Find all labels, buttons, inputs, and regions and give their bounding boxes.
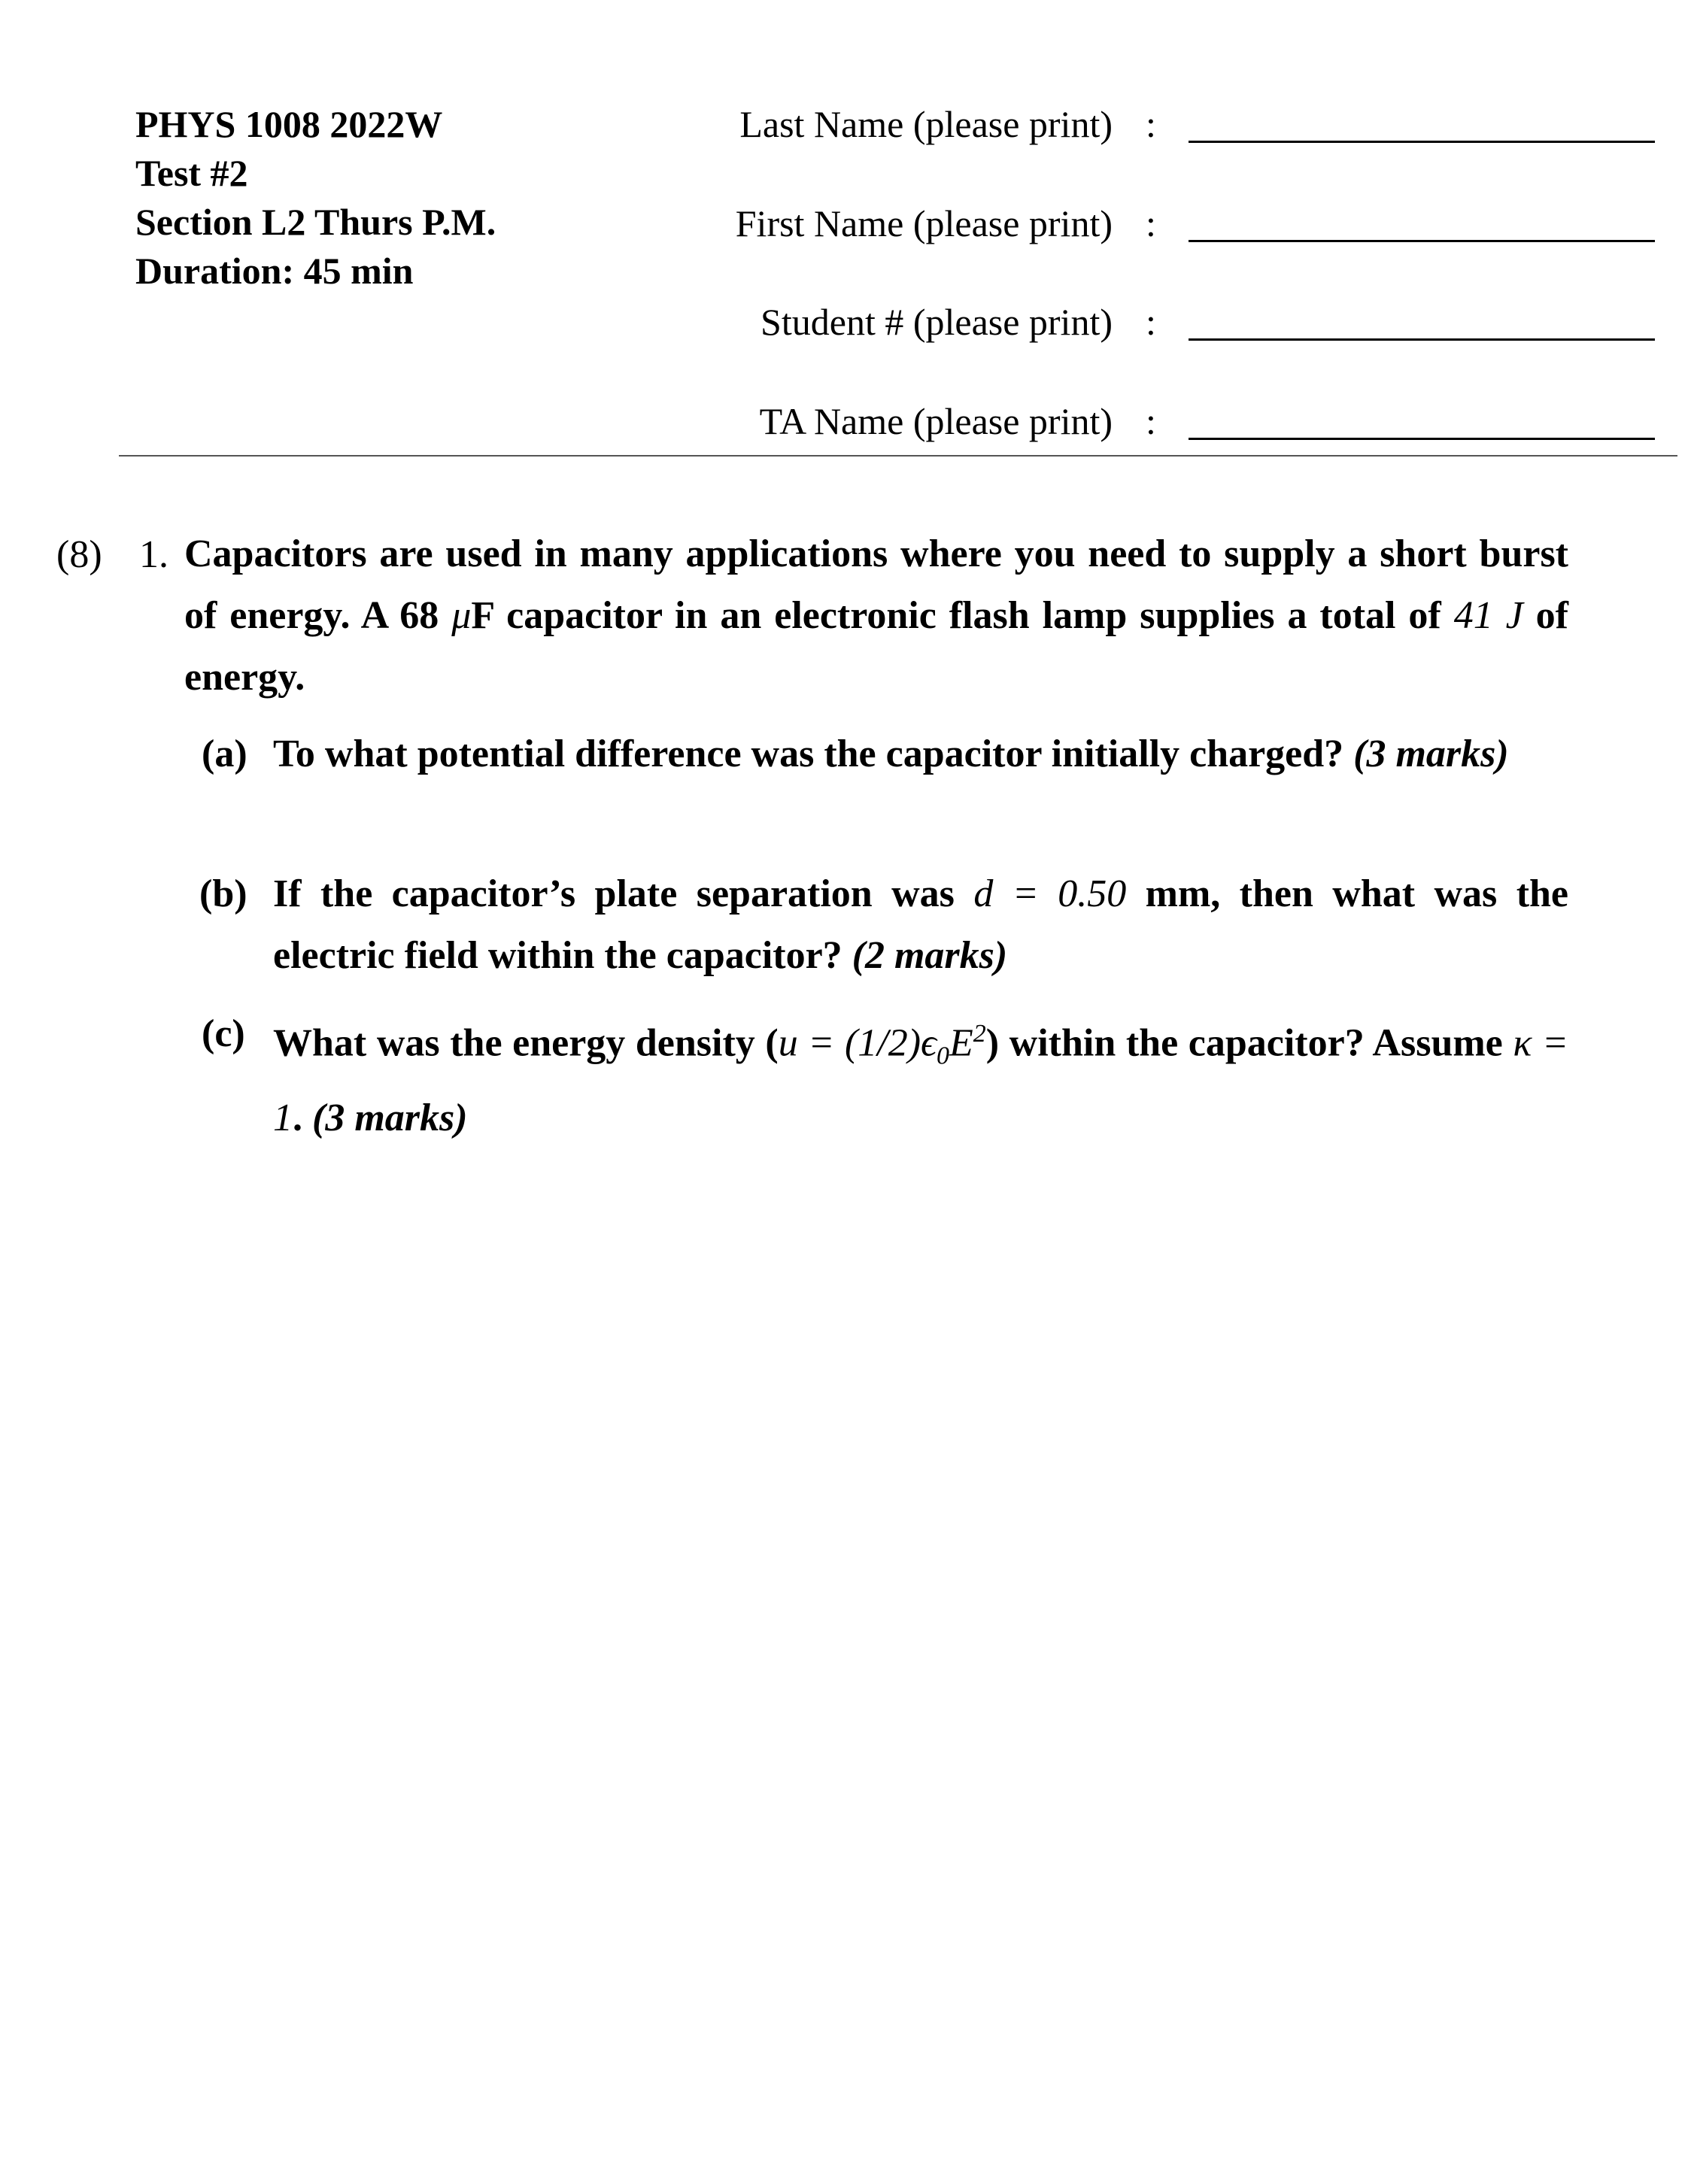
part-c-exponent: 2	[973, 1020, 986, 1048]
student-number-colon: :	[1146, 301, 1156, 343]
question-text	[184, 523, 1568, 708]
last-name-colon: :	[1146, 103, 1156, 145]
part-b-label: (b)	[199, 872, 247, 915]
part-c-period: .	[293, 1096, 312, 1139]
part-c-marks: (3 marks)	[312, 1096, 468, 1139]
first-name-label: First Name (please print)	[735, 202, 1113, 244]
course-title: PHYS 1008 2022W	[135, 103, 443, 145]
last-name-field[interactable]	[1189, 141, 1655, 143]
student-number-field[interactable]	[1189, 338, 1655, 341]
part-b-question-start: If the capacitor’s plate separation was	[273, 872, 974, 915]
part-c-epsilon: ϵ	[921, 1021, 937, 1065]
last-name-label: Last Name (please print)	[739, 103, 1113, 145]
header-divider	[119, 455, 1677, 457]
question-text-part2: F capacitor in an electronic flash lamp supplies a total of	[471, 594, 1454, 637]
part-c-text	[273, 1003, 1568, 1149]
part-c-epsilon-subscript: 0	[937, 1042, 949, 1070]
part-c-kappa: κ	[1513, 1021, 1532, 1065]
student-number-label: Student # (please print)	[761, 301, 1113, 343]
ta-name-colon: :	[1146, 400, 1156, 442]
part-c-kappa-value: = 1	[273, 1021, 1568, 1139]
section-info: Section L2 Thurs P.M.	[135, 201, 496, 243]
part-c-question-start: What was the energy density (	[273, 1021, 779, 1065]
question-text-part3: of energy.	[184, 594, 1569, 699]
ta-name-label: TA Name (please print)	[759, 400, 1113, 442]
part-a-marks: (3 marks)	[1353, 733, 1509, 775]
question-points: (8)	[56, 533, 102, 576]
test-number: Test #2	[135, 152, 248, 194]
ta-name-field[interactable]	[1189, 438, 1655, 440]
part-c-label: (c)	[202, 1012, 245, 1055]
part-b-question-end: mm, then what was the electric field within the capacitor?	[273, 872, 1569, 977]
first-name-field[interactable]	[1189, 240, 1655, 242]
question-number: 1.	[139, 533, 168, 576]
part-b-var-d: d	[973, 872, 994, 915]
part-c-question-mid: ) within the capacitor? Assume	[985, 1021, 1513, 1065]
duration: Duration: 45 min	[135, 250, 414, 292]
part-b-text	[273, 863, 1568, 987]
part-a-text	[273, 723, 1568, 785]
mu-symbol: μ	[451, 594, 472, 637]
part-a-question: To what potential difference was the capacitor initially charged?	[273, 733, 1354, 775]
energy-value: 41 J	[1453, 594, 1523, 637]
question-text-part1: Capacitors are used in many applications where you need to supply a short burst of energy. A 68	[184, 532, 1568, 637]
part-c-equation: = (1/2)	[797, 1021, 921, 1065]
part-c-var-E: E	[949, 1021, 973, 1065]
part-a-label: (a)	[202, 733, 247, 775]
part-c-var-u: u	[778, 1021, 798, 1065]
part-b-marks: (2 marks)	[852, 934, 1008, 977]
first-name-colon: :	[1146, 202, 1156, 244]
part-b-value: = 0.50	[993, 872, 1127, 915]
